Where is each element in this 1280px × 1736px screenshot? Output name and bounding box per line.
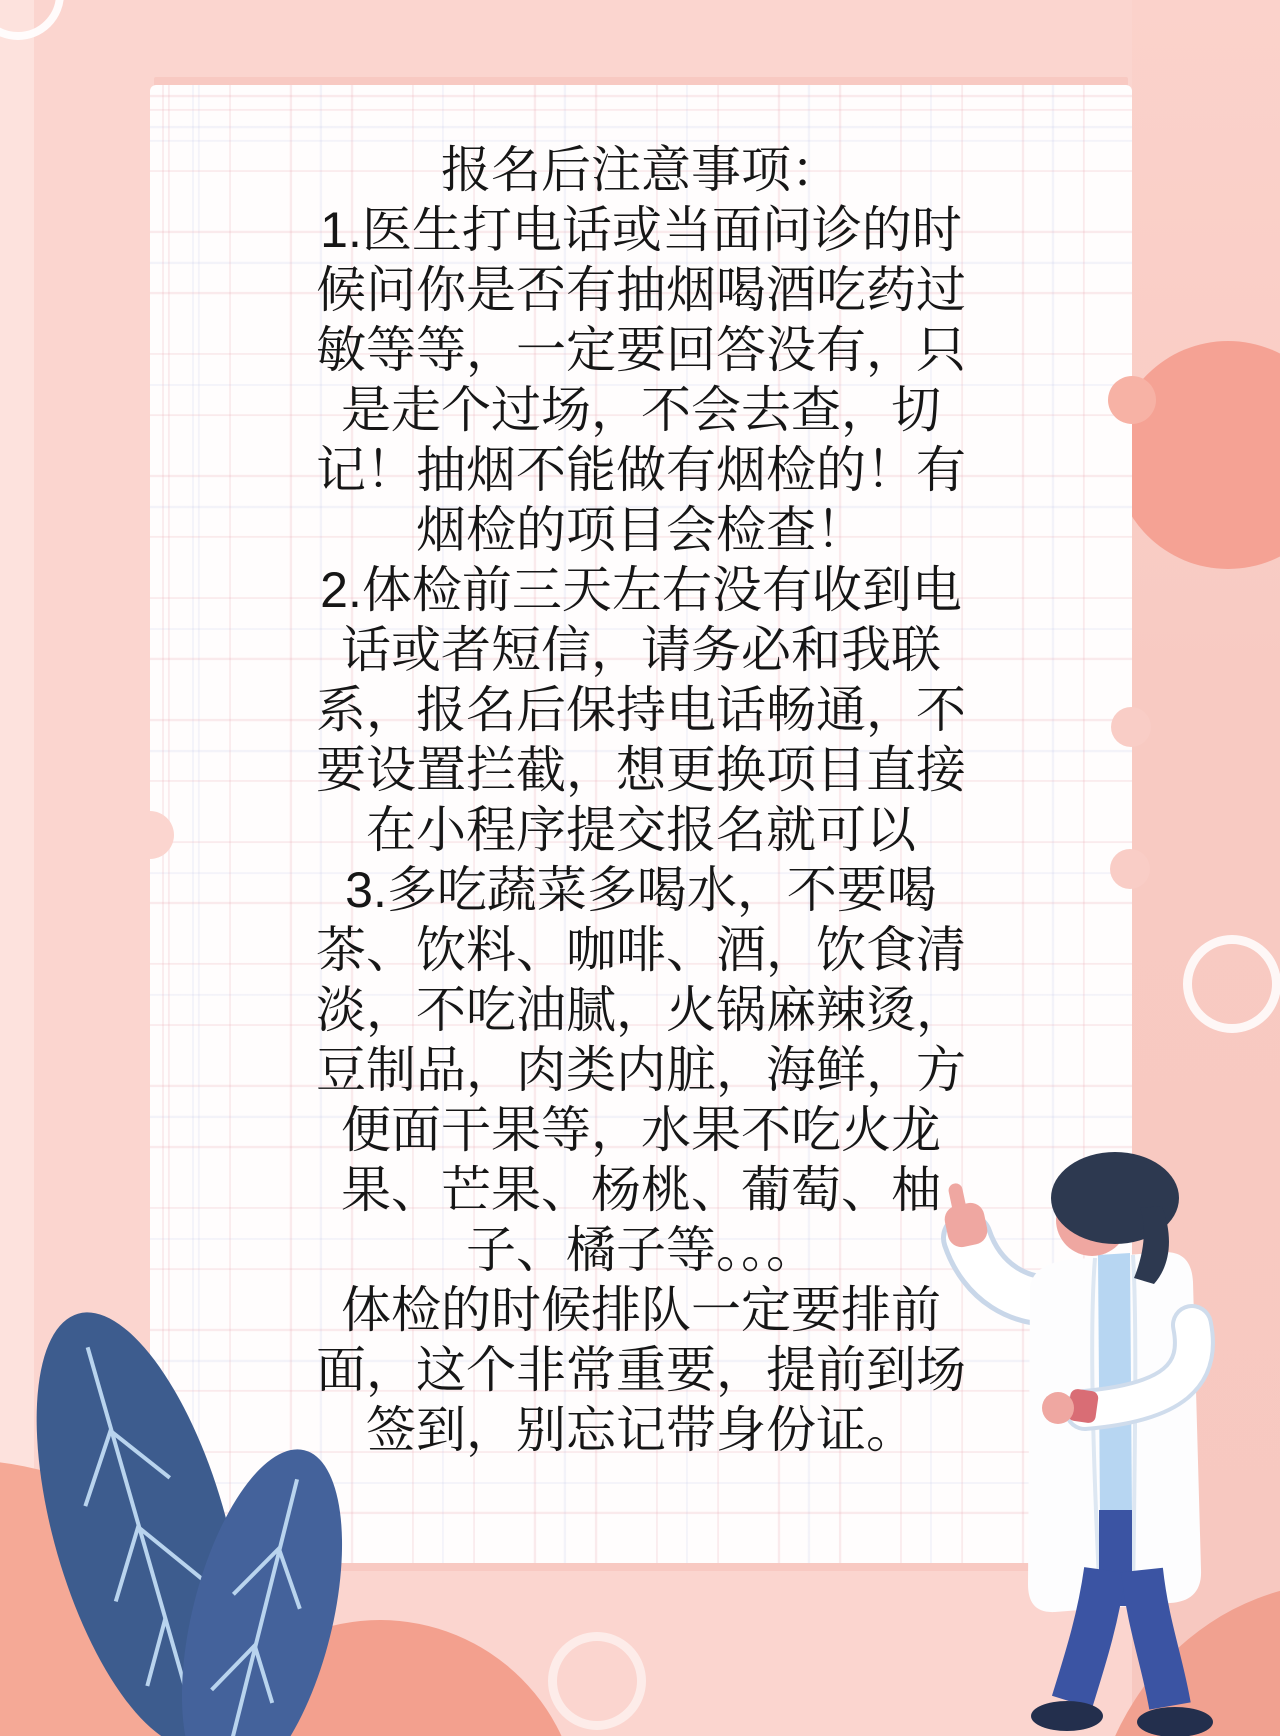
paper-edge-notch (1108, 376, 1156, 424)
poster-line: 子、橘子等。。。 (466, 1222, 816, 1278)
poster-line: 签到，别忘记带身份证。 (366, 1402, 916, 1458)
poster-line: 在小程序提交报名就可以 (366, 802, 916, 858)
plant-leaves-icon (0, 1190, 350, 1736)
poster-line: 1.医生打电话或当面问诊的时 (320, 202, 962, 258)
poster-line: 记！抽烟不能做有烟检的！有 (316, 442, 966, 498)
poster-line: 淡，不吃油腻，火锅麻辣烫， (316, 982, 966, 1038)
poster-line: 豆制品，肉类内脏，海鲜，方 (316, 1042, 966, 1098)
paper-edge-notch (1110, 849, 1150, 889)
white-ring-right (1183, 935, 1280, 1033)
poster-line: 烟检的项目会检查！ (416, 502, 866, 558)
white-ring-bottom (548, 1632, 646, 1730)
poster-line: 2.体检前三天左右没有收到电 (320, 562, 962, 618)
poster-line: 是走个过场，不会去查，切 (341, 382, 941, 438)
white-ring-top-left (0, 0, 64, 40)
poster-line: 话或者短信，请务必和我联 (341, 622, 941, 678)
poster-line: 系，报名后保持电话畅通，不 (316, 682, 966, 738)
poster-line: 茶、饮料、咖啡、酒，饮食清 (316, 922, 966, 978)
paper-edge-notch (1111, 707, 1151, 747)
poster-line: 敏等等，一定要回答没有，只 (316, 322, 966, 378)
poster-line: 果、芒果、杨桃、葡萄、柚 (341, 1162, 941, 1218)
poster-line: 体检的时候排队一定要排前 (341, 1282, 941, 1338)
doctor-illustration-icon (870, 1140, 1230, 1736)
poster-title: 报名后注意事项： (441, 142, 841, 198)
poster-line: 便面干果等，水果不吃火龙 (341, 1102, 941, 1158)
poster-line: 面，这个非常重要，提前到场 (316, 1342, 966, 1398)
poster-line: 要设置拦截，想更换项目直接 (316, 742, 966, 798)
poster-line: 候问你是否有抽烟喝酒吃药过 (316, 262, 966, 318)
poster-line: 3.多吃蔬菜多喝水，不要喝 (345, 862, 937, 918)
paper-edge-notch (126, 811, 174, 859)
